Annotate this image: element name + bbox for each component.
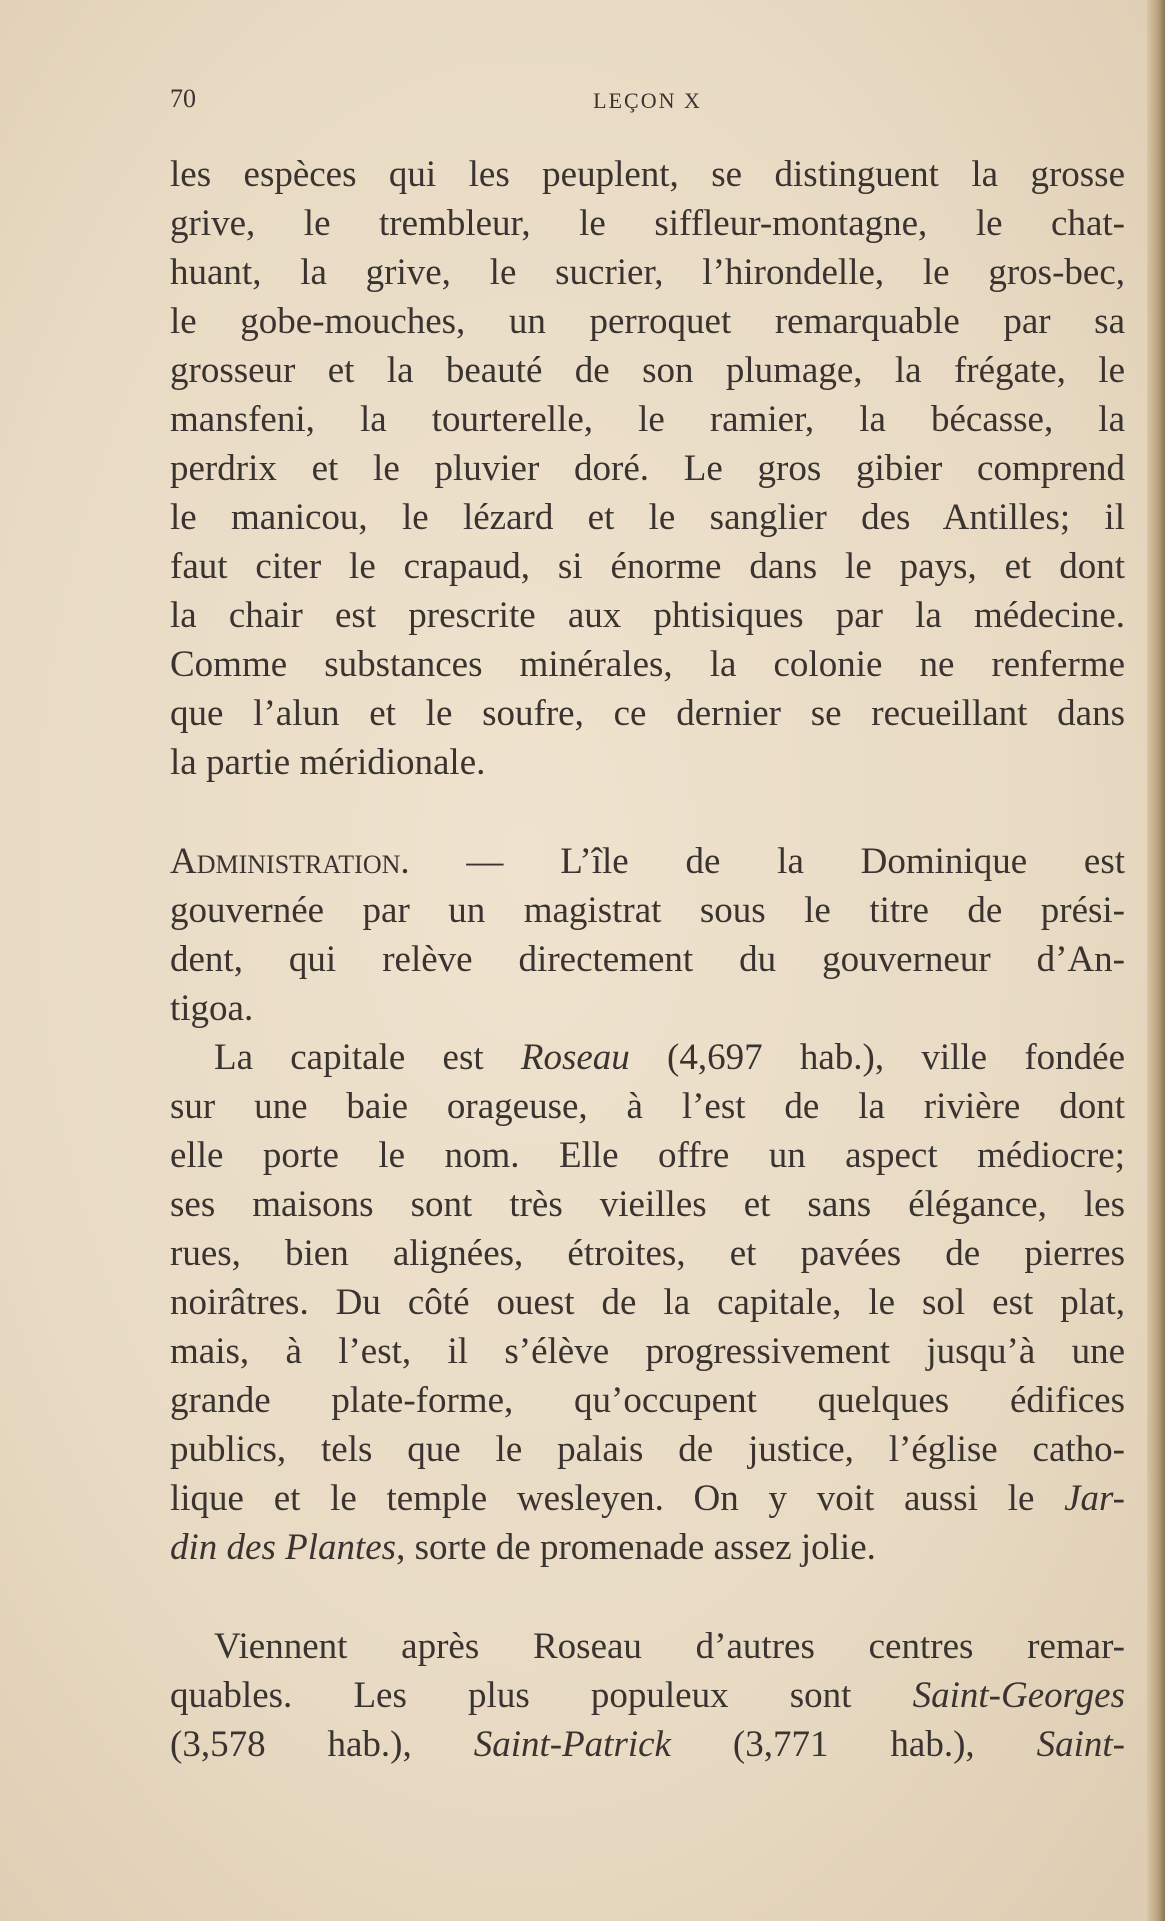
text-line [170,542,1125,591]
text-line [170,689,1125,738]
text-segment: grosseur et la beauté de son plumage, la frégate, le [170,350,1125,391]
text-line [170,1278,1125,1327]
page-header [170,84,1125,124]
page-number: 70 [170,84,196,113]
text-segment: mansfeni, la tourterelle, le ramier, la bécasse, la [170,399,1125,440]
italic-text: din des Plantes [170,1527,397,1568]
text-segment: elle porte le nom. Elle offre un aspect médiocre; [170,1135,1125,1176]
text-line [170,935,1125,984]
paragraph-gap [170,787,1125,837]
italic-text: Saint-Patrick [473,1724,671,1765]
text-segment: sur une baie orageuse, à l’est de la rivière dont [170,1086,1125,1127]
text-segment: tigoa. [170,988,254,1029]
paragraph [170,1622,1125,1769]
text-segment: rues, bien alignées, étroites, et pavées de pierres [170,1233,1125,1274]
text-line [170,493,1125,542]
text-line [170,1033,1125,1082]
text-line [170,150,1125,199]
text-line [170,1671,1125,1720]
text-line [170,248,1125,297]
text-line [170,1622,1125,1671]
text-line [170,395,1125,444]
text-segment: que l’alun et le soufre, ce dernier se recueillant dans [170,693,1125,734]
text-line [170,738,1125,787]
text-segment: — L’île de la Dominique est [409,841,1125,882]
text-segment: Viennent après Roseau d’autres centres remar- [214,1626,1125,1667]
text-segment: grive, le trembleur, le siffleur-montagne, le chat- [170,203,1125,244]
paragraph [170,150,1125,787]
paragraph-gap [170,1572,1125,1622]
paragraph [170,837,1125,1033]
text-segment: publics, tels que le palais de justice, l’église catho- [170,1429,1125,1470]
text-line [170,984,1125,1033]
text-line [170,640,1125,689]
text-segment: (3,771 hab.), [670,1724,1037,1765]
text-line [170,1180,1125,1229]
text-line [170,1327,1125,1376]
text-segment: les espèces qui les peuplent, se distinguent la grosse [170,154,1125,195]
text-line [170,199,1125,248]
text-segment: noirâtres. Du côté ouest de la capitale, le sol est plat, [170,1282,1125,1323]
text-line [170,1523,1125,1572]
text-segment: gouvernée par un magistrat sous le titre de prési- [170,890,1125,931]
italic-text: Jar- [1064,1478,1125,1519]
text-line [170,1082,1125,1131]
text-segment: lique et le temple wesleyen. On y voit aussi le [170,1478,1065,1519]
text-segment: faut citer le crapaud, si énorme dans le pays, et dont [170,546,1125,587]
text-segment: (3,578 hab.), [170,1724,474,1765]
text-line [170,1425,1125,1474]
paragraph [170,1033,1125,1572]
text-segment: perdrix et le pluvier doré. Le gros gibier comprend [170,448,1125,489]
page-edge [1147,0,1165,1921]
section-heading: Administration. [170,841,410,882]
text-segment: quables. Les plus populeux sont [170,1675,913,1716]
text-segment: ses maisons sont très vieilles et sans élégance, les [170,1184,1125,1225]
text-line [170,837,1125,886]
text-segment: le manicou, le lézard et le sanglier des Antilles; il [170,497,1125,538]
text-line [170,1474,1125,1523]
text-segment: Comme substances minérales, la colonie ne renferme [170,644,1125,685]
text-line [170,297,1125,346]
text-line [170,346,1125,395]
italic-text: Saint- [1036,1724,1125,1765]
text-segment: grande plate-forme, qu’occupent quelques édifices [170,1380,1125,1421]
text-segment: huant, la grive, le sucrier, l’hirondelle, le gros-bec, [170,252,1125,293]
text-segment: , sorte de promenade assez jolie. [396,1527,876,1568]
text-segment: (4,697 hab.), ville fondée [629,1037,1126,1078]
page-body [170,150,1125,1769]
running-title: LEÇON X [593,88,702,113]
text-line [170,591,1125,640]
text-segment: La capitale est [214,1037,521,1078]
italic-text: Saint-Georges [912,1675,1125,1716]
text-segment: dent, qui relève directement du gouverneur d’An- [170,939,1125,980]
text-segment: le gobe-mouches, un perroquet remarquable par sa [170,301,1125,342]
text-line [170,1376,1125,1425]
text-line [170,1229,1125,1278]
text-segment: la chair est prescrite aux phtisiques par la médecine. [170,595,1125,636]
text-line [170,1131,1125,1180]
text-line [170,444,1125,493]
text-segment: la partie méridionale. [170,742,486,783]
text-line [170,886,1125,935]
text-segment: mais, à l’est, il s’élève progressivement jusqu’à une [170,1331,1125,1372]
italic-text: Roseau [520,1037,630,1078]
text-line [170,1720,1125,1769]
